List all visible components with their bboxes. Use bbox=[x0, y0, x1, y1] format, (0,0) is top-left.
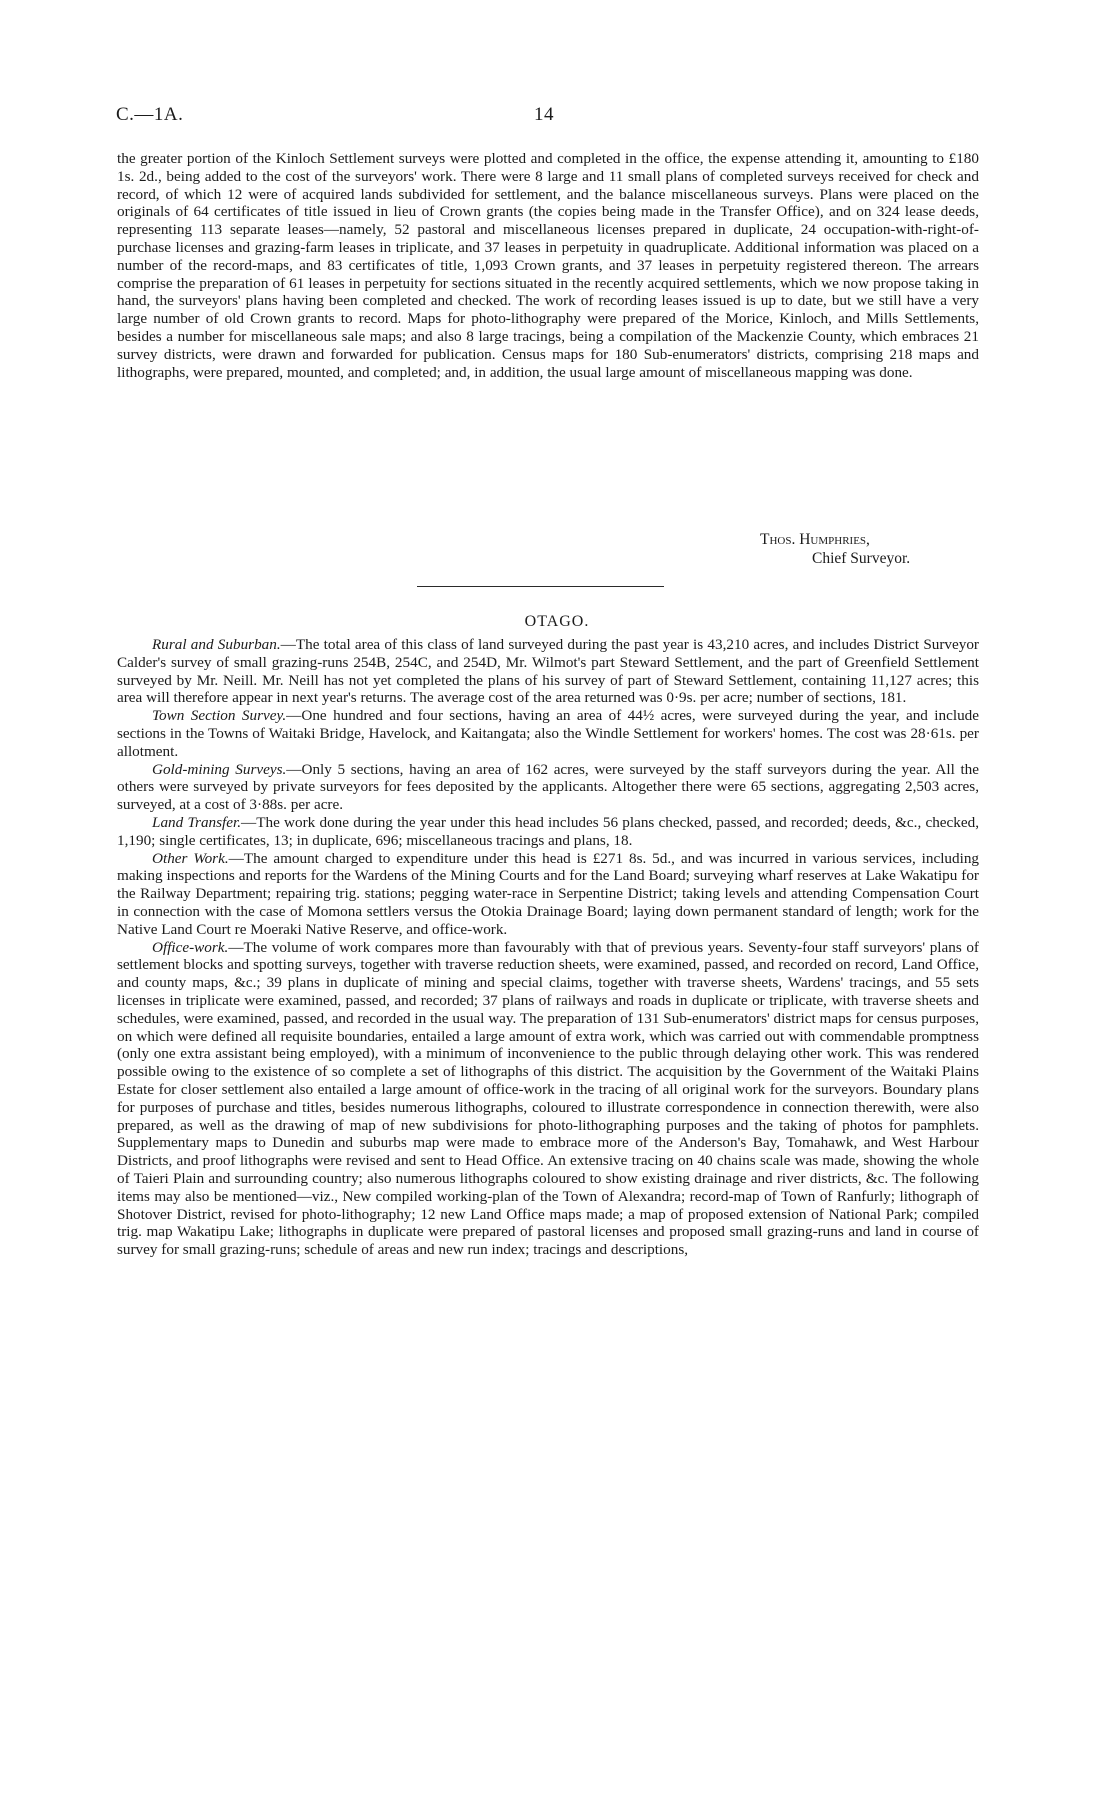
paragraph-heading: Land Transfer. bbox=[152, 813, 242, 831]
paragraph-heading: Town Section Survey. bbox=[152, 707, 287, 725]
paragraph-land-transfer bbox=[117, 814, 979, 850]
otago-section-body bbox=[117, 636, 979, 1259]
paragraph-text: —Only 5 sections, having an area of 162 acres, were surveyed by the staff surveyors during the year. All the others were surveyed by private surveyors for fees deposited by the applicants. Altogether there were 65 sections, aggregating 2,503 acres, surveyed, at a cost of 3·88s. per acre. bbox=[117, 760, 979, 814]
intro-paragraph-block bbox=[117, 150, 979, 381]
signature-title: Chief Surveyor. bbox=[812, 549, 911, 567]
paragraph-text: —One hundred and four sections, having an area of 44½ acres, were surveyed during the year, and include sections in the Towns of Waitaki Bridge, Havelock, and Kaitangata; also the Windle Settlement for workers' homes. The cost was 28·61s. per allotment. bbox=[117, 707, 979, 760]
paragraph-other-work bbox=[117, 850, 979, 939]
paragraph-text: —The work done during the year under this head includes 56 plans checked, passed, and recorded; deeds, &c., checked, 1,190; single certificates, 13; in duplicate, 696; miscellaneous tracings and plans, 18. bbox=[117, 813, 979, 849]
paragraph-text: —The volume of work compares more than favourably with that of previous years. Seventy-four staff surveyors' plans of settlement blocks and spotting surveys, together with traverse reduction sheets, were examined, passed, and recorded on record, Land Office, and county maps, &c.; 39 plans in duplicate of mining and special claims, together with traverse sheets, Wardens' tracings, and 55 sets licenses in triplicate were examined, passed, and recorded; 37 plans of railways and roads in duplicate or triplicate, with traverse sheets and schedules, were examined, passed, and recorded in the usual way. The preparation of 131 Sub-enumerators' district maps for census purposes, on which were defined all requisite boundaries, entailed a large amount of extra work, which was carried out with commendable promptness (only one extra assistant being employed), with a minimum of inconvenience to the public through delaying other work. This was rendered possible owing to the existence of so complete a set of lithographs of this district. The acquisition by the Government of the Waitaki Plains Estate for closer settlement also entailed a large amount of office-work in the tracing of all original work for the surveyors. Boundary plans for purposes of purchase and titles, besides numerous lithographs, coloured to illustrate correspondence in connection therewith, were also prepared, as well as the drawing of map of new subdivisions for photo-lithographing purposes and the taking of photos for pamphlets. Supplementary maps to Dunedin and suburbs map were made to embrace more of the Anderson's Bay, Tomahawk, and West Harbour Districts, and proof lithographs were revised and sent to Head Office. An extensive tracing on 40 chains scale was made, showing the whole of Taieri Plain and surrounding country; also numerous lithographs coloured to show existing drainage and river districts, &c. The following items may also be mentioned—viz., New compiled working-plan of the Town of Alexandra; record-map of Town of Ranfurly; lithograph of Shotover District, revised for photo-lithography; 12 new Land Office maps made; a map of proposed extension of National Park; compiled trig. map Wakatipu Lake; lithographs in duplicate were prepared of pastoral licenses and proposed small grazing-runs and land in course of survey for small grazing-runs; schedule of areas and new run index; tracings and descriptions, bbox=[117, 938, 979, 1259]
paragraph-office-work bbox=[117, 939, 979, 1259]
page-reference: C.—1A. bbox=[116, 104, 184, 125]
paragraph-text: —The total area of this class of land surveyed during the past year is 43,210 acres, and includes District Surveyor Calder's survey of small grazing-runs 254B, 254C, and 254D, Mr. Wilmot's part Steward Settlement, and the part of Greenfield Settlement surveyed by Mr. Neill. Mr. Neill has not yet completed the plans of his survey of part of Steward Settlement, containing 11,127 acres; this area will therefore appear in next year's returns. The average cost of the area returned was 0·9s. per acre; number of sections, 181. bbox=[117, 636, 979, 707]
paragraph-gold-mining-surveys bbox=[117, 761, 979, 814]
signature-block bbox=[760, 531, 910, 568]
paragraph-rural-suburban bbox=[117, 636, 979, 707]
section-heading: OTAGO. bbox=[524, 613, 590, 630]
paragraph-heading: Rural and Suburban. bbox=[152, 636, 281, 653]
intro-paragraph: the greater portion of the Kinloch Settlement surveys were plotted and completed in the office, the expense attending it, amounting to £180 1s. 2d., being added to the cost of the surveyors' work. There were 8 large and 11 small plans of completed surveys received for check and record, of which 12 were of acquired lands subdivided for settlement, and the balance miscellaneous surveys. Plans were placed on the originals of 64 certificates of title issued in lieu of Crown grants (the copies being made in the Transfer Office), and on 324 lease deeds, representing 113 separate leases—namely, 52 pastoral and miscellaneous licenses prepared in duplicate, 24 occupation-with-right-of-purchase licenses and grazing-farm leases in triplicate, and 37 leases in perpetuity in quadruplicate. Additional information was placed on a number of the record-maps, and 83 certificates of title, 1,093 Crown grants, and 37 leases in perpetuity registered thereon. The arrears comprise the preparation of 61 leases in perpetuity for sections situated in the recently acquired settlements, which we now propose taking in hand, the surveyors' plans having been completed and checked. The work of recording leases issued is up to date, but we still have a very large number of old Crown grants to record. Maps for photo-lithography were prepared of the Morice, Kinloch, and Mills Settlements, besides a number for miscellaneous sale maps; and also 8 large tracings, being a compilation of the Mackenzie County, which embraces 21 survey districts, were drawn and forwarded for publication. Census maps for 180 Sub-enumerators' districts, comprising 218 maps and lithographs, were prepared, mounted, and completed; and, in addition, the usual large amount of miscellaneous mapping was done. bbox=[117, 150, 979, 381]
paragraph-heading: Office-work. bbox=[152, 938, 229, 956]
paragraph-heading: Gold-mining Surveys. bbox=[152, 760, 287, 778]
paragraph-town-section-survey bbox=[117, 707, 979, 760]
paragraph-heading: Other Work. bbox=[152, 849, 229, 867]
page-number: 14 bbox=[534, 104, 554, 125]
signature-name: Thos. Humphries, bbox=[760, 531, 870, 548]
section-divider bbox=[417, 586, 664, 587]
paragraph-text: —The amount charged to expenditure under this head is £271 8s. 5d., and was incurred in various services, including making inspections and reports for the Wardens of the Mining Courts and for the Land Board; surveying wharf reserves at Lake Wakatipu for the Railway Department; repairing trig. stations; pegging water-race in Serpentine District; taking levels and attending Compensation Court in connection with the case of Momona settlers versus the Otokia Drainage Board; laying down permanent standard of length; work for the Native Land Court re Moeraki Native Reserve, and office-work. bbox=[117, 849, 980, 938]
